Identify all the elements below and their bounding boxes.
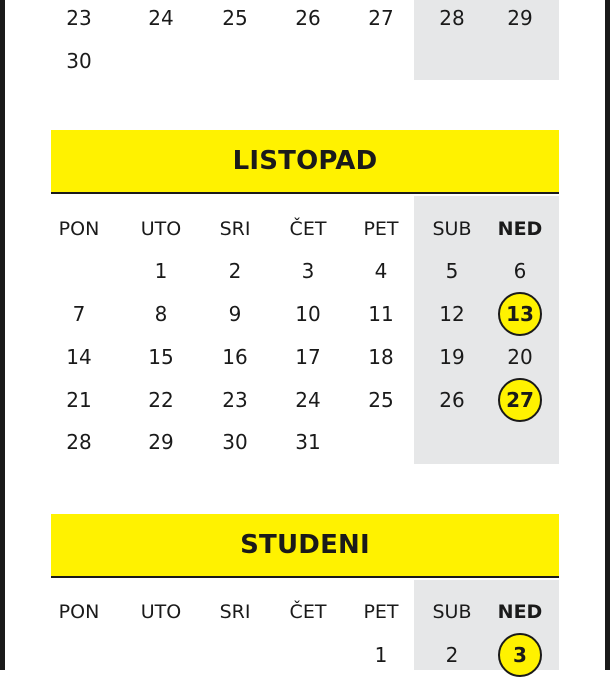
calendar-day[interactable]: 21 xyxy=(66,388,92,412)
calendar-day[interactable]: 30 xyxy=(222,430,248,454)
calendar-day[interactable]: 26 xyxy=(439,388,465,412)
calendar-day[interactable]: 30 xyxy=(66,49,92,73)
calendar-day[interactable]: 3 xyxy=(301,259,315,283)
weekday-header: SUB xyxy=(432,218,472,240)
calendar-day[interactable]: 24 xyxy=(148,6,174,30)
calendar-day[interactable]: 8 xyxy=(154,302,168,326)
weekday-header: SUB xyxy=(432,601,472,623)
calendar-day[interactable]: 27 xyxy=(368,6,394,30)
calendar-day[interactable]: 6 xyxy=(513,259,527,283)
calendar-day[interactable]: 11 xyxy=(368,302,394,326)
month-title: LISTOPAD xyxy=(232,146,378,176)
calendar-day[interactable]: 7 xyxy=(72,302,86,326)
weekday-header: PON xyxy=(58,218,100,240)
weekday-header: NED xyxy=(497,601,543,623)
weekday-header: SRI xyxy=(219,601,251,623)
calendar-day[interactable]: 23 xyxy=(66,6,92,30)
weekday-header: PON xyxy=(58,601,100,623)
month-banner xyxy=(51,130,559,194)
calendar-day[interactable]: 16 xyxy=(222,345,248,369)
weekday-header: PET xyxy=(363,218,399,240)
calendar-day[interactable]: 2 xyxy=(228,259,242,283)
weekday-header: UTO xyxy=(140,218,182,240)
highlighted-day[interactable]: 27 xyxy=(498,378,542,422)
calendar-day[interactable]: 25 xyxy=(222,6,248,30)
weekday-header: NED xyxy=(497,218,543,240)
weekday-header: ČET xyxy=(289,601,327,623)
calendar-day[interactable]: 4 xyxy=(374,259,388,283)
calendar-day[interactable]: 23 xyxy=(222,388,248,412)
calendar-day[interactable]: 18 xyxy=(368,345,394,369)
calendar-day[interactable]: 2 xyxy=(445,643,459,667)
weekday-header: SRI xyxy=(219,218,251,240)
calendar-day[interactable]: 29 xyxy=(148,430,174,454)
calendar-day[interactable]: 26 xyxy=(295,6,321,30)
weekday-header: ČET xyxy=(289,218,327,240)
calendar-day[interactable]: 28 xyxy=(66,430,92,454)
calendar-day[interactable]: 17 xyxy=(295,345,321,369)
calendar-day[interactable]: 20 xyxy=(507,345,533,369)
calendar-day[interactable]: 25 xyxy=(368,388,394,412)
calendar-day[interactable]: 29 xyxy=(507,6,533,30)
calendar-day[interactable]: 19 xyxy=(439,345,465,369)
calendar-day[interactable]: 9 xyxy=(228,302,242,326)
calendar-day[interactable]: 1 xyxy=(154,259,168,283)
month-banner xyxy=(51,514,559,578)
weekday-header: PET xyxy=(363,601,399,623)
left-border xyxy=(0,0,5,670)
calendar-day[interactable]: 15 xyxy=(148,345,174,369)
calendar-day[interactable]: 5 xyxy=(445,259,459,283)
highlighted-day[interactable]: 13 xyxy=(498,292,542,336)
calendar-day[interactable]: 10 xyxy=(295,302,321,326)
weekday-header: UTO xyxy=(140,601,182,623)
calendar-day[interactable]: 12 xyxy=(439,302,465,326)
month-title: STUDENI xyxy=(240,530,370,560)
calendar-day[interactable]: 28 xyxy=(439,6,465,30)
calendar-day[interactable]: 24 xyxy=(295,388,321,412)
highlighted-day[interactable]: 3 xyxy=(498,633,542,677)
right-border xyxy=(605,0,610,670)
calendar-day[interactable]: 1 xyxy=(374,643,388,667)
calendar-day[interactable]: 22 xyxy=(148,388,174,412)
calendar-day[interactable]: 31 xyxy=(295,430,321,454)
calendar-day[interactable]: 14 xyxy=(66,345,92,369)
